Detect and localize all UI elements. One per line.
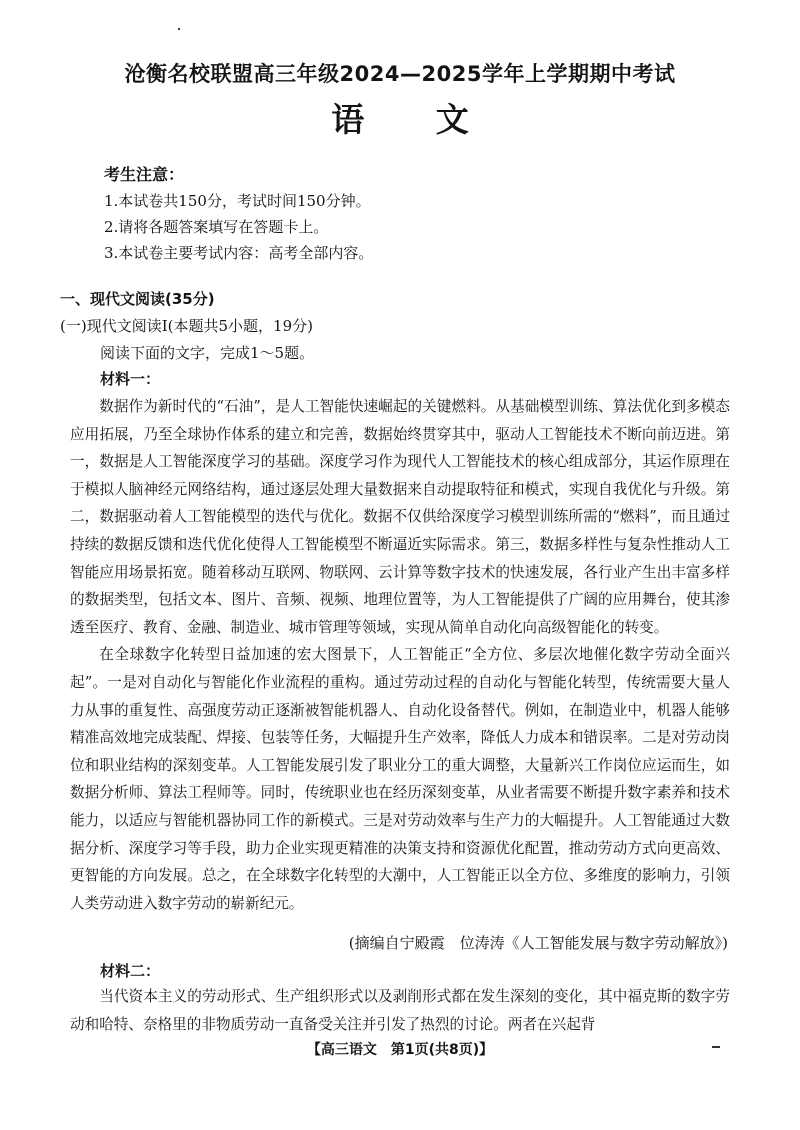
material-two-label: 材料二： <box>100 962 161 980</box>
sub-section-heading: (一)现代文阅读Ⅰ(本题共5小题，19分) <box>60 317 313 335</box>
material-two-text <box>70 983 730 1038</box>
subject-title: 语 文 <box>331 100 469 139</box>
reading-instruction: 阅读下面的文字，完成1～5题。 <box>100 344 315 362</box>
paragraph: 数据作为新时代的“石油”，是人工智能快速崛起的关键燃料。从基础模型训练、算法优化到多模态应用拓展，乃至全球协作体系的建立和完善，数据始终贯穿其中，驱动人工智能技术不断向前迈进。第一，数据是人工智能深度学习的基础。深度学习作为现代人工智能技术的核心组成部分，其运作原理在于模拟人脑神经元网络结构，通过逐层处理大量数据来自动提取特征和模式，实现自我优化与升级。第二，数据驱动着人工智能模型的迭代与优化。数据不仅供给深度学习模型训练所需的“燃料”，而且通过持续的数据反馈和迭代优化使得人工智能模型不断逼近实际需求。第三，数据多样性与复杂性推动人工智能应用场景拓宽。随着移动互联网、物联网、云计算等数字技术的快速发展，各行业产生出丰富多样的数据类型，包括文本、图片、音频、视频、地理位置等，为人工智能提供了广阔的应用舞台，使其渗透至医疗、教育、金融、制造业、城市管理等领域，实现从简单自动化向高级智能化的转变。 <box>70 398 730 636</box>
section-heading: 一、现代文阅读(35分) <box>60 290 215 308</box>
candidate-notice <box>104 162 373 266</box>
citation: (摘编自宁殿霞 位涛涛《人工智能发展与数字劳动解放》) <box>348 934 728 952</box>
scan-mark <box>712 1046 720 1048</box>
paragraph: 在全球数字化转型日益加速的宏大图景下，人工智能正“全方位、多层次地催化数字劳动全面兴起”。一是对自动化与智能化作业流程的重构。通过劳动过程的自动化与智能化转型，传统需要大量人力从事的重复性、高强度劳动正逐渐被智能机器人、自动化设备替代。例如，在制造业中，机器人能够精准高效地完成装配、焊接、包装等任务，大幅提升生产效率，降低人力成本和错误率。二是对劳动岗位和职业结构的深刻变革。人工智能发展引发了职业分工的重大调整，大量新兴工作岗位应运而生，如数据分析师、算法工程师等。同时，传统职业也在经历深刻变革，从业者需要不断提升数字素养和技术能力，以适应与智能机器协同工作的新模式。三是对劳动效率与生产力的大幅提升。人工智能通过大数据分析、深度学习等手段，助力企业实现更精准的决策支持和资源优化配置，推动劳动方式向更高效、更智能的方向发展。总之，在全球数字化转型的大潮中，人工智能正以全方位、多维度的影响力，引领人类劳动进入数字劳动的崭新纪元。 <box>70 646 730 912</box>
notice-item: 1.本试卷共150分，考试时间150分钟。 <box>104 192 371 210</box>
material-one-text <box>70 393 730 917</box>
notice-title: 考生注意： <box>104 165 185 184</box>
exam-title: 沧衡名校联盟高三年级2024—2025学年上学期期中考试 <box>124 62 676 86</box>
page-footer: 【高三语文 第1页(共8页)】 <box>306 1042 494 1058</box>
notice-item: 3.本试卷主要考试内容：高考全部内容。 <box>104 244 374 262</box>
paragraph: 当代资本主义的劳动形式、生产组织形式以及剥削形式都在发生深刻的变化，其中福克斯的数字劳动和哈特、奈格里的非物质劳动一直备受关注并引发了热烈的讨论。两者在兴起背 <box>70 988 730 1033</box>
material-one-label: 材料一： <box>100 370 161 388</box>
notice-item: 2.请将各题答案填写在答题卡上。 <box>104 218 329 236</box>
scan-speck <box>178 28 180 30</box>
